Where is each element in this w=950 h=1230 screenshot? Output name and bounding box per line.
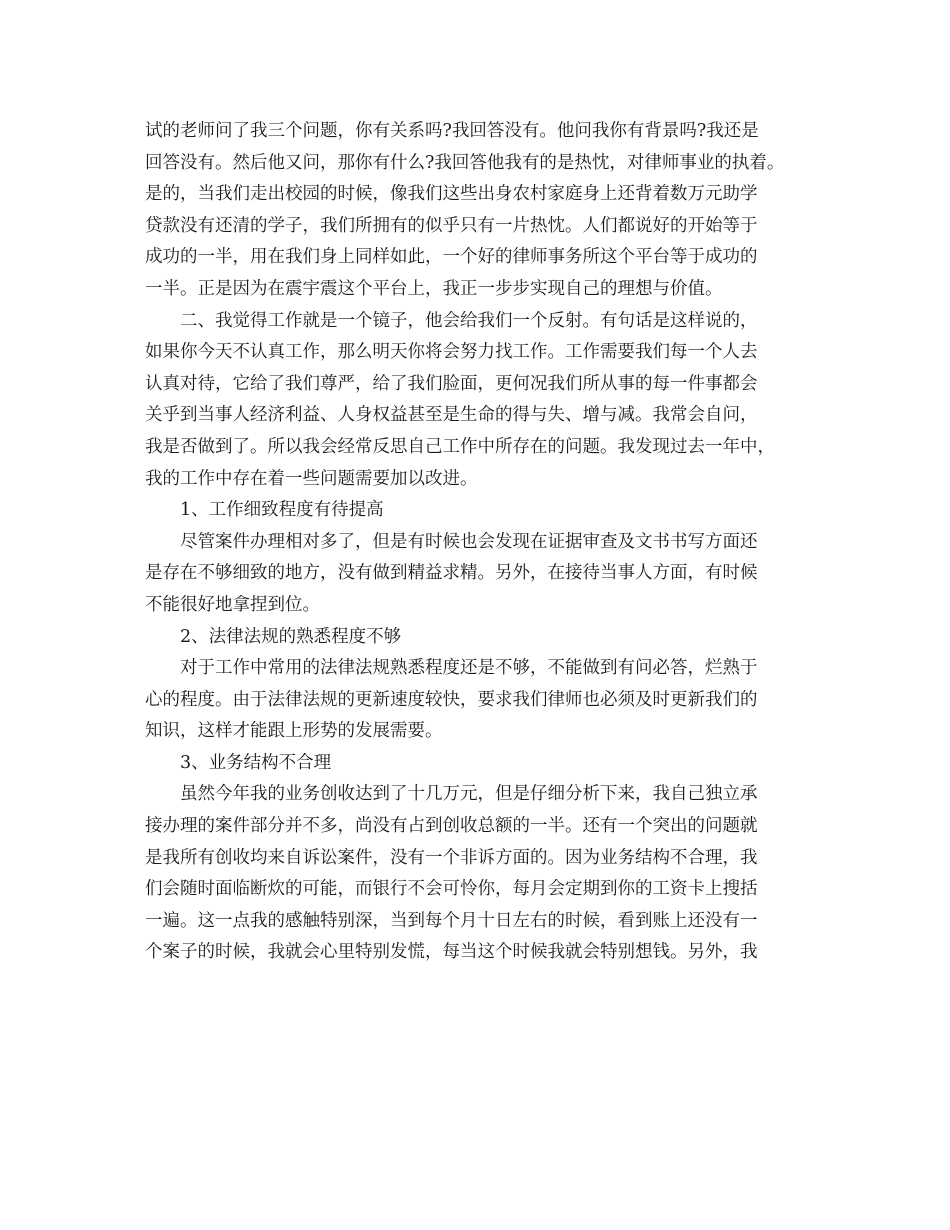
text-line: 心的程度。由于法律法规的更新速度较快，要求我们律师也必须及时更新我们的 <box>145 689 758 710</box>
text-line: 如果你今天不认真工作，那么明天你将会努力找工作。工作需要我们每一个人去 <box>145 342 758 363</box>
text-line: 是存在不够细致的地方，没有做到精益求精。另外，在接待当事人方面，有时候 <box>145 563 758 584</box>
text-line: 3、业务结构不合理 <box>180 752 332 773</box>
text-line: 一半。正是因为在震宇震这个平台上，我正一步步实现自己的理想与价值。 <box>145 278 723 299</box>
text-line: 一遍。这一点我的感触特别深，当到每个月十日左右的时候，看到账上还没有一 <box>145 910 758 931</box>
text-line: 个案子的时候，我就会心里特别发慌，每当这个时候我就会特别想钱。另外，我 <box>145 942 758 963</box>
text-line: 对于工作中常用的法律法规熟悉程度还是不够，不能做到有问必答，烂熟于 <box>180 658 758 679</box>
text-line: 虽然今年我的业务创收达到了十几万元，但是仔细分析下来，我自己独立承 <box>180 784 758 805</box>
text-line: 我的工作中存在着一些问题需要加以改进。 <box>145 468 478 489</box>
text-line: 试的老师问了我三个问题，你有关系吗?我回答没有。他问我你有背景吗?我还是 <box>145 121 759 141</box>
text-line: 尽管案件办理相对多了，但是有时候也会发现在证据审查及文书书写方面还 <box>180 531 758 552</box>
text-line: 是的，当我们走出校园的时候，像我们这些出身农村家庭身上还背着数万元助学 <box>145 184 758 205</box>
text-line: 关乎到当事人经济利益、人身权益甚至是生命的得与失、增与减。我常会自问， <box>145 405 758 426</box>
text-line: 1、工作细致程度有待提高 <box>180 500 384 521</box>
text-line: 是我所有创收均来自诉讼案件，没有一个非诉方面的。因为业务结构不合理，我 <box>145 847 758 868</box>
text-line: 二、我觉得工作就是一个镜子，他会给我们一个反射。有句话是这样说的， <box>180 310 758 331</box>
text-line: 认真对待，它给了我们尊严，给了我们脸面，更何况我们所从事的每一件事都会 <box>145 373 758 394</box>
text-line: 贷款没有还清的学子，我们所拥有的似乎只有一片热忱。人们都说好的开始等于 <box>145 215 758 236</box>
text-line: 2、法律法规的熟悉程度不够 <box>180 626 402 647</box>
text-line: 知识，这样才能跟上形势的发展需要。 <box>145 721 443 742</box>
text-line: 接办理的案件部分并不多，尚没有占到创收总额的一半。还有一个突出的问题就 <box>145 816 758 837</box>
body-text <box>145 116 865 969</box>
text-line: 们会随时面临断炊的可能，而银行不会可怜你，每月会定期到你的工资卡上搜括 <box>145 879 758 900</box>
text-line: 不能很好地拿捏到位。 <box>145 594 320 615</box>
text-line: 回答没有。然后他又问，那你有什么?我回答他我有的是热忱，对律师事业的执着。 <box>145 152 785 173</box>
text-line: 我是否做到了。所以我会经常反思自己工作中所存在的问题。我发现过去一年中， <box>145 436 775 457</box>
text-line: 成功的一半，用在我们身上同样如此，一个好的律师事务所这个平台等于成功的 <box>145 247 758 268</box>
